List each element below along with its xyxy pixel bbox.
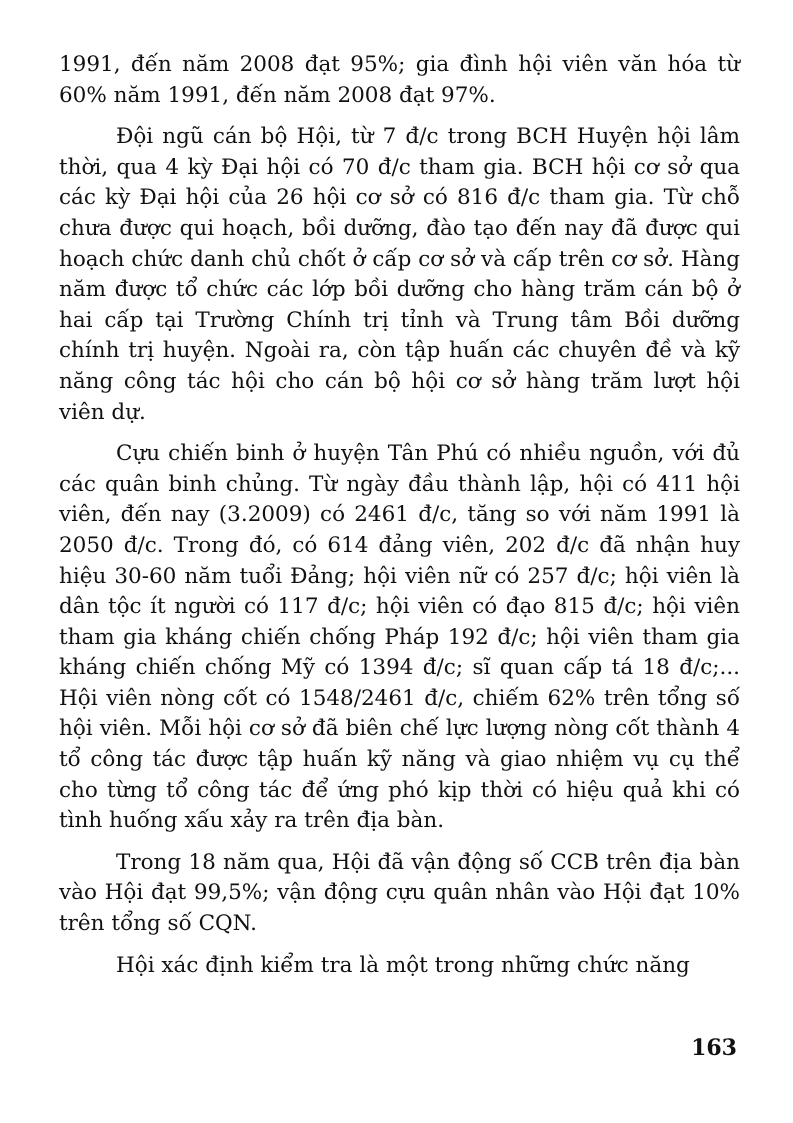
paragraph-5: Hội xác định kiểm tra là một trong những chức năng xyxy=(116,952,690,978)
paragraph-2: Đội ngũ cán bộ Hội, từ 7 đ/c trong BCH Huyện hội lâm thời, qua 4 kỳ Đại hội có 70 đ/c tham gia. BCH hội cơ sở qua các kỳ Đại hội của 26 hội cơ sở có 816 đ/c tham gia. Từ chỗ chưa được qui hoạch, bồi dưỡng, đào tạo đến nay đã được qui hoạch chức danh chủ chốt ở cấp cơ sở và cấp trên cơ sở. Hàng năm được tổ chức các lớp bồi dưỡng cho hàng trăm cán bộ ở hai cấp tại Trường Chính trị tỉnh và Trung tâm Bồi dưỡng chính trị huyện. Ngoài ra, còn tập huấn các chuyên đề và kỹ năng công tác hội cho cán bộ hội cơ sở hàng trăm lượt hội viên dự. xyxy=(59,124,740,425)
paragraph-3: Cựu chiến binh ở huyện Tân Phú có nhiều nguồn, với đủ các quân binh chủng. Từ ngày đầu thành lập, hội có 411 hội viên, đến nay (3.2009) có 2461 đ/c, tăng so với năm 1991 là 2050 đ/c. Trong đó, có 614 đảng viên, 202 đ/c đã nhận huy hiệu 30-60 năm tuổi Đảng; hội viên nữ có 257 đ/c; hội viên là dân tộc ít người có 117 đ/c; hội viên có đạo 815 đ/c; hội viên tham gia kháng chiến chống Pháp 192 đ/c; hội viên tham gia kháng chiến chống Mỹ có 1394 đ/c; sĩ quan cấp tá 18 đ/c;... Hội viên nòng cốt có 1548/2461 đ/c, chiếm 62% trên tổng số hội viên. Mỗi hội cơ sở đã biên chế lực lượng nòng cốt thành 4 tổ công tác được tập huấn kỹ năng và giao nhiệm vụ cụ thể cho từng tổ công tác để ứng phó kịp thời có hiệu quả khi có tình huống xấu xảy ra trên địa bàn. xyxy=(59,441,740,834)
paragraph-4: Trong 18 năm qua, Hội đã vận động số CCB trên địa bàn vào Hội đạt 99,5%; vận động cựu quân nhân vào Hội đạt 10% trên tổng số CQN. xyxy=(59,849,740,937)
page-number: 163 xyxy=(691,1035,737,1061)
paragraph-1: 1991, đến năm 2008 đạt 95%; gia đình hội viên văn hóa từ 60% năm 1991, đến năm 2008 đạt 97%. xyxy=(59,52,740,108)
body-text xyxy=(59,50,740,981)
